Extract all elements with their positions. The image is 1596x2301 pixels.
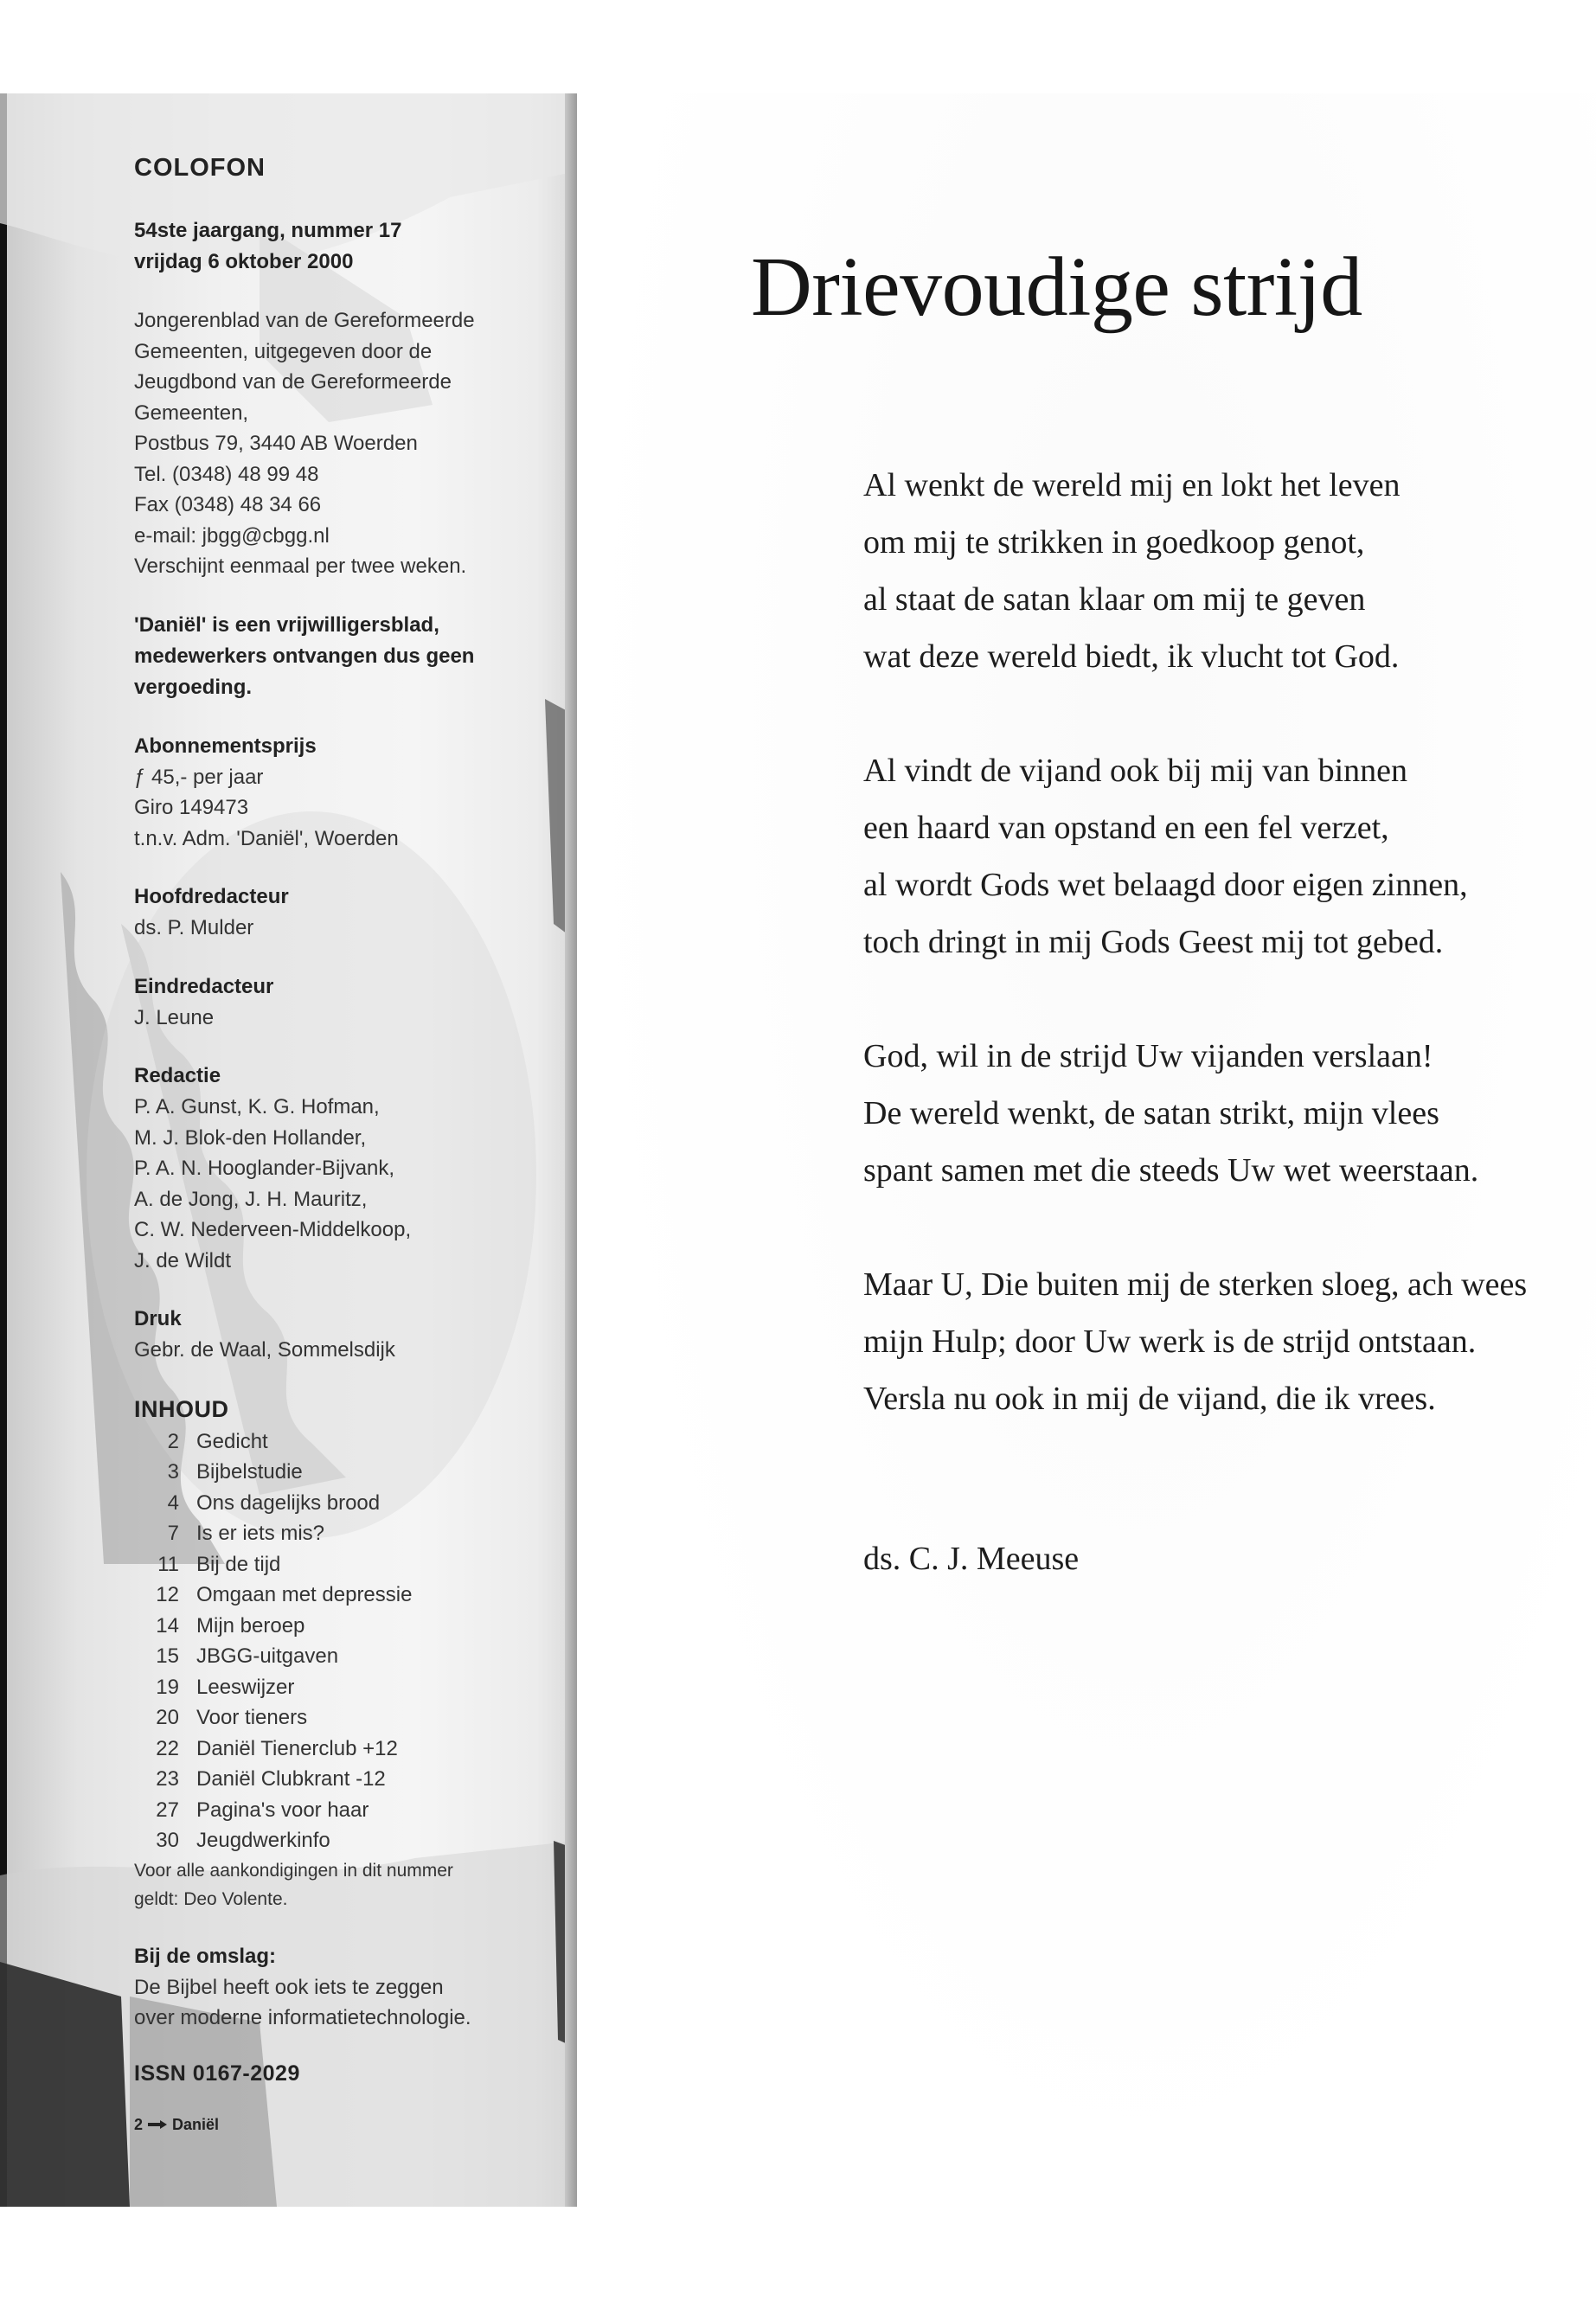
magazine-name: Daniël	[172, 2115, 220, 2133]
contents-page: 11	[157, 1552, 179, 1576]
contents-page: 3	[167, 1460, 179, 1484]
contents-item	[134, 1702, 567, 1734]
contents-page: 7	[167, 1522, 179, 1545]
editorial-line: C. W. Nederveen-Middelkoop,	[134, 1218, 412, 1241]
poem-line: wat deze wereld biedt, ik vlucht tot God.	[863, 638, 1400, 675]
contents-title: Is er iets mis?	[196, 1522, 325, 1545]
contents-item	[134, 1580, 567, 1611]
final-editor-block	[134, 971, 567, 1034]
contents-item	[134, 1518, 567, 1549]
editorial-line: J. de Wildt	[134, 1248, 232, 1272]
poem-line: mijn Hulp; door Uw werk is de strijd ontstaan.	[863, 1324, 1477, 1360]
contents-title: Leeswijzer	[196, 1675, 295, 1699]
page-footer	[134, 2116, 567, 2134]
poem-body	[863, 457, 1590, 1484]
poem-line: spant samen met die steeds Uw wet weerstaan.	[863, 1152, 1479, 1189]
poem-line: al wordt Gods wet belaagd door eigen zinnen,	[863, 867, 1468, 903]
poem-line: om mij te strikken in goedkoop genot,	[863, 524, 1365, 561]
contents-item	[134, 1549, 567, 1580]
cover-line: over moderne informatietechnologie.	[134, 2006, 471, 2029]
poem-author: ds. C. J. Meeuse	[863, 1541, 1080, 1577]
contents-title: Pagina's voor haar	[196, 1798, 369, 1822]
contents-title: Ons dagelijks brood	[196, 1490, 381, 1515]
contents-item	[134, 1488, 567, 1519]
colofon-text	[134, 154, 567, 2134]
note-line: Voor alle aankondigingen in dit nummer	[134, 1860, 453, 1881]
editorial-line: M. J. Blok-den Hollander,	[134, 1125, 367, 1150]
contents-title: Gedicht	[196, 1429, 268, 1453]
final-editor-name: J. Leune	[134, 1005, 215, 1029]
contents-page: 23	[156, 1767, 179, 1791]
contents-title: JBGG-uitgaven	[196, 1644, 339, 1668]
poem-stanza	[863, 1028, 1590, 1199]
contents-item	[134, 1795, 567, 1826]
poem-stanza	[863, 1256, 1590, 1427]
account-holder: t.n.v. Adm. 'Daniël', Woerden	[134, 826, 399, 850]
publisher-line: Gemeenten, uitgegeven door de	[134, 339, 433, 363]
contents-page: 14	[156, 1613, 179, 1638]
publisher-info	[134, 305, 567, 582]
editorial-block	[134, 1061, 567, 1276]
contents-page: 30	[156, 1829, 179, 1852]
subscription-label: Abonnementsprijs	[134, 734, 317, 758]
volunteer-line: medewerkers ontvangen dus geen	[134, 644, 475, 668]
publisher-line: Jeugdbond van de Gereformeerde	[134, 370, 452, 394]
contents-page: 15	[156, 1644, 179, 1668]
frequency-note: Verschijnt eenmaal per twee weken.	[134, 554, 467, 578]
poem-line: al staat de satan klaar om mij te geven	[863, 581, 1366, 618]
contents-item	[134, 1641, 567, 1672]
editorial-line: A. de Jong, J. H. Mauritz,	[134, 1187, 368, 1211]
poem-line: God, wil in de strijd Uw vijanden verslaan!	[863, 1038, 1433, 1074]
contents-page: 12	[156, 1583, 179, 1606]
arrow-right-icon	[148, 2120, 167, 2129]
deo-volente-note	[134, 1856, 567, 1913]
volunteer-line: 'Daniël' is een vrijwilligersblad,	[134, 612, 439, 637]
poem-title: Drievoudige strijd	[751, 240, 1362, 334]
contents-page: 27	[156, 1798, 179, 1822]
contents-title: Bijbelstudie	[196, 1460, 303, 1484]
poem-line: Al wenkt de wereld mij en lokt het leven	[863, 467, 1401, 503]
poem-stanza	[863, 457, 1590, 685]
chief-editor-label: Hoofdredacteur	[134, 885, 289, 908]
contents-page: 20	[156, 1706, 179, 1729]
poem-line: Versla nu ook in mij de vijand, die ik vrees.	[863, 1381, 1436, 1417]
issue-volume: 54ste jaargang, nummer 17	[134, 219, 402, 242]
gutter-edge	[565, 93, 577, 2207]
chief-editor-block	[134, 881, 567, 944]
contents-page: 19	[156, 1675, 179, 1699]
fax-number: Fax (0348) 48 34 66	[134, 493, 322, 516]
editorial-line: P. A. N. Hooglander-Bijvank,	[134, 1157, 395, 1180]
volunteer-note	[134, 610, 567, 703]
printer-block	[134, 1304, 567, 1366]
contents-item	[134, 1426, 567, 1458]
email-address: e-mail: jbgg@cbgg.nl	[134, 523, 330, 548]
final-editor-label: Eindredacteur	[134, 974, 274, 998]
contents-item	[134, 1825, 567, 1856]
subscription-block	[134, 731, 567, 855]
contents-title: Daniël Clubkrant -12	[196, 1767, 386, 1791]
contents-title: Voor tieners	[196, 1706, 308, 1729]
printer-name: Gebr. de Waal, Sommelsdijk	[134, 1338, 395, 1362]
publisher-line: Gemeenten,	[134, 401, 249, 425]
contents-item	[134, 1672, 567, 1703]
colofon-heading: COLOFON	[134, 154, 266, 182]
chief-editor-name: ds. P. Mulder	[134, 916, 254, 939]
contents-title: Daniël Tienerclub +12	[196, 1736, 398, 1760]
contents-page: 22	[156, 1736, 179, 1760]
editorial-line: P. A. Gunst, K. G. Hofman,	[134, 1095, 380, 1118]
contents-page: 2	[167, 1429, 179, 1453]
contents-item	[134, 1457, 567, 1488]
contents-list	[134, 1426, 567, 1856]
poem-line: toch dringt in mij Gods Geest mij tot gebed.	[863, 924, 1444, 960]
issn-number: ISSN 0167-2029	[134, 2061, 300, 2086]
editorial-label: Redactie	[134, 1064, 221, 1087]
poem-line: een haard van opstand en een fel verzet,	[863, 810, 1389, 846]
issue-date: vrijdag 6 oktober 2000	[134, 250, 354, 273]
cover-line: De Bijbel heeft ook iets te zeggen	[134, 1975, 444, 1999]
phone-number: Tel. (0348) 48 99 48	[134, 462, 319, 486]
contents-block	[134, 1394, 567, 1913]
contents-title: Mijn beroep	[196, 1613, 305, 1638]
contents-item	[134, 1764, 567, 1795]
colofon-column	[0, 93, 577, 2207]
note-line: geldt: Deo Volente.	[134, 1888, 288, 1909]
issue-info	[134, 215, 567, 278]
volunteer-line: vergoeding.	[134, 675, 253, 699]
poem-line: Maar U, Die buiten mij de sterken sloeg, ach wees	[863, 1266, 1528, 1303]
cover-label: Bij de omslag:	[134, 1944, 277, 1968]
contents-page: 4	[167, 1490, 179, 1515]
contents-item	[134, 1611, 567, 1642]
poem-stanza	[863, 742, 1590, 971]
printer-label: Druk	[134, 1307, 182, 1330]
contents-heading: INHOUD	[134, 1395, 229, 1422]
poem-line: Al vindt de vijand ook bij mij van binnen	[863, 753, 1408, 789]
giro-number: Giro 149473	[134, 796, 249, 819]
poem-line: De wereld wenkt, de satan strikt, mijn vlees	[863, 1095, 1439, 1131]
contents-title: Bij de tijd	[196, 1552, 281, 1576]
subscription-price: ƒ 45,- per jaar	[134, 765, 264, 789]
contents-title: Omgaan met depressie	[196, 1583, 413, 1606]
publisher-line: Jongerenblad van de Gereformeerde	[134, 309, 475, 332]
contents-title: Jeugdwerkinfo	[196, 1829, 330, 1852]
cover-note-block	[134, 1941, 567, 2034]
page-number: 2	[134, 2115, 144, 2133]
contents-item	[134, 1734, 567, 1765]
postal-address: Postbus 79, 3440 AB Woerden	[134, 432, 418, 455]
